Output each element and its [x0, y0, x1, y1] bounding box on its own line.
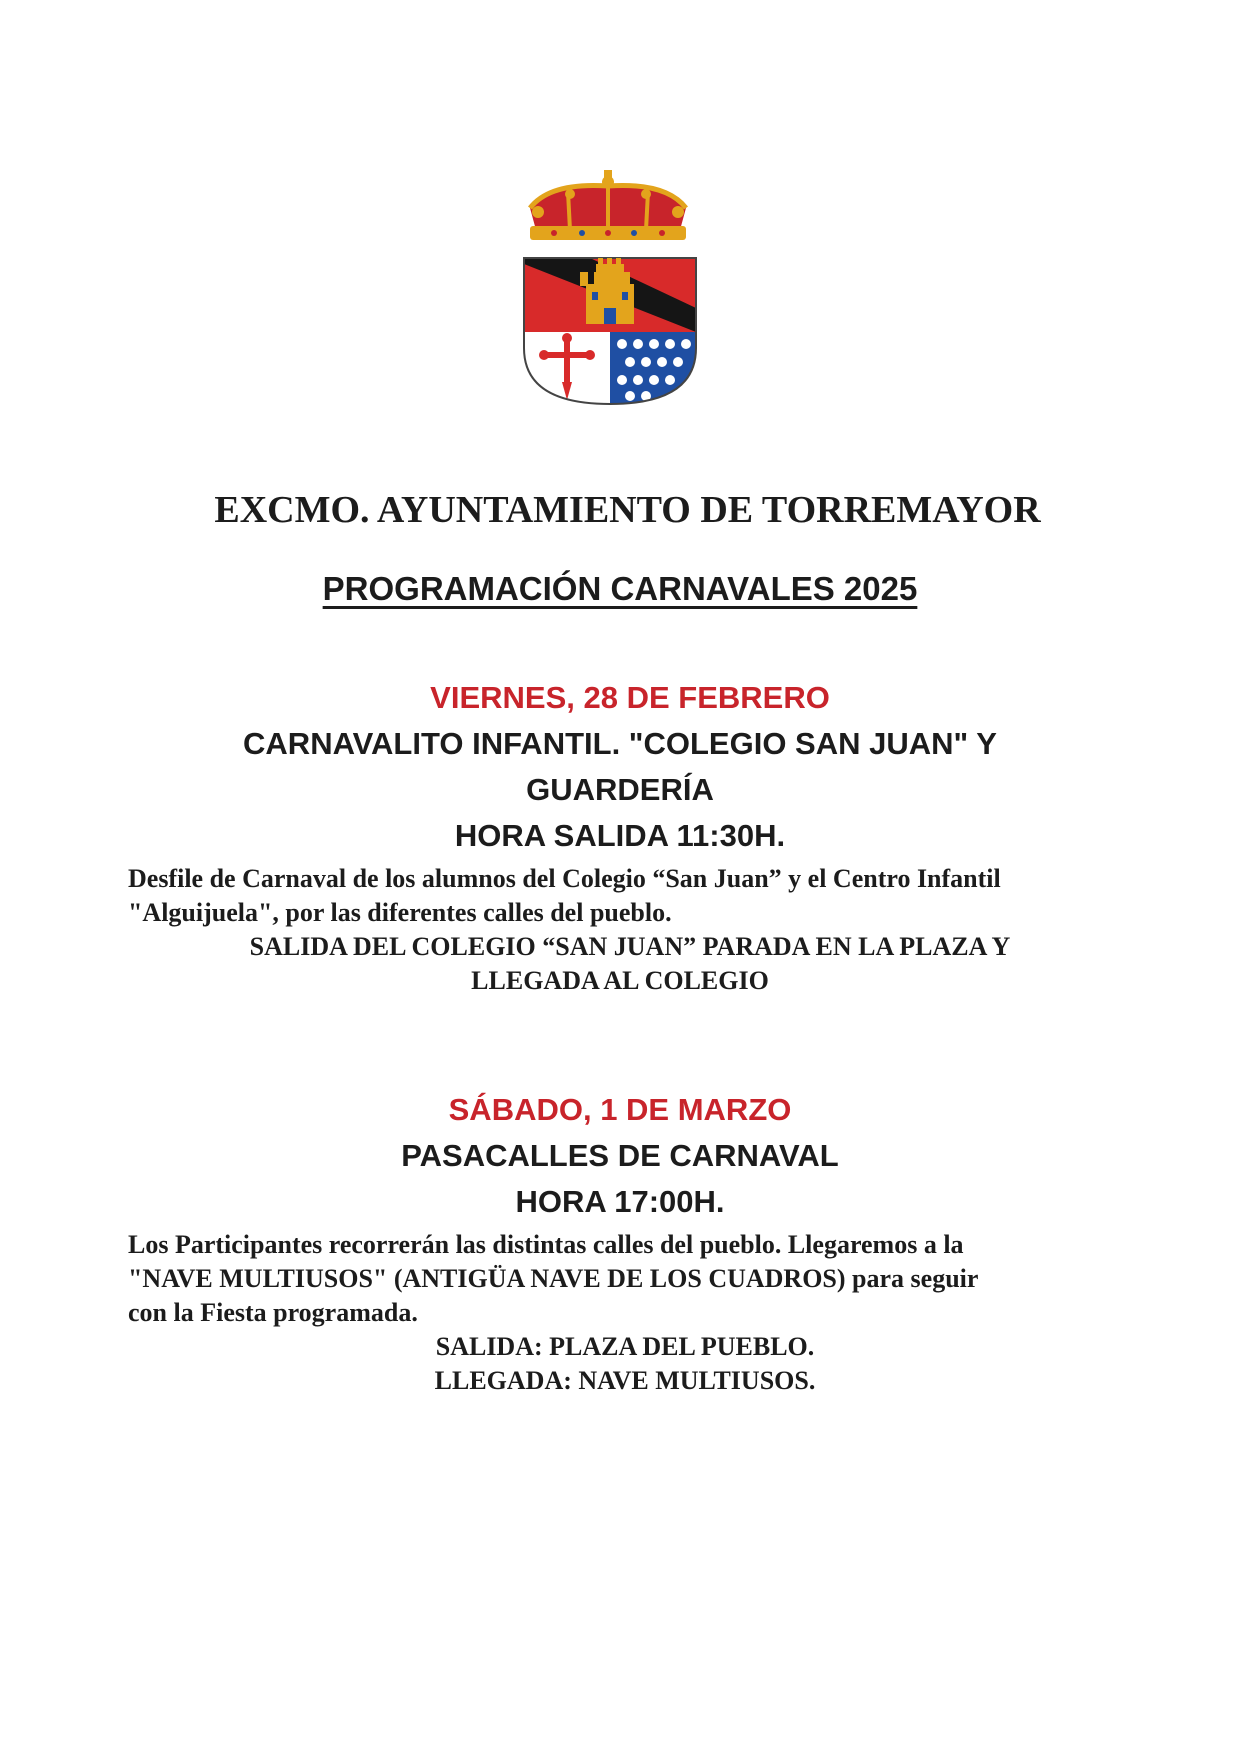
event-2-title-line1: PASACALLES DE CARNAVAL: [401, 1138, 839, 1173]
event-2-description-line3: con la Fiesta programada.: [128, 1298, 418, 1327]
event-2-date: SÁBADO, 1 DE MARZO: [448, 1092, 792, 1127]
event-2-description-line2: "NAVE MULTIUSOS" (ANTIGÜA NAVE DE LOS CUADROS) para seguir: [128, 1264, 979, 1293]
event-1-route-line2: LLEGADA AL COLEGIO: [471, 966, 769, 995]
event-2-route-line1: SALIDA: PLAZA DEL PUEBLO.: [435, 1332, 815, 1361]
event-2-description-line1: Los Participantes recorrerán las distintas calles del pueblo. Llegaremos a la: [128, 1230, 964, 1259]
event-1-description-line2: "Alguijuela", por las diferentes calles del pueblo.: [128, 898, 672, 927]
event-1-title-line1: CARNAVALITO INFANTIL. "COLEGIO SAN JUAN" Y: [243, 726, 997, 761]
program-title-text: PROGRAMACIÓN CARNAVALES 2025: [322, 570, 918, 607]
program-title: [0, 570, 1240, 608]
shield-icon: [524, 258, 696, 408]
event-1-route-line1: SALIDA DEL COLEGIO “SAN JUAN” PARADA EN LA PLAZA Y: [249, 932, 1011, 961]
event-1-date: VIERNES, 28 DE FEBRERO: [430, 680, 830, 715]
event-1-description-line1: Desfile de Carnaval de los alumnos del Colegio “San Juan” y el Centro Infantil: [128, 864, 1001, 893]
coat-of-arms-icon: [510, 168, 738, 408]
event-2-time: HORA 17:00H.: [515, 1184, 725, 1219]
crown-icon: [530, 170, 686, 240]
event-1-time: HORA SALIDA 11:30H.: [454, 818, 786, 853]
event-2-route-line2: LLEGADA: NAVE MULTIUSOS.: [434, 1366, 816, 1395]
event-1-title-line2: GUARDERÍA: [526, 772, 714, 807]
institution-title: EXCMO. AYUNTAMIENTO DE TORREMAYOR: [214, 489, 1041, 531]
